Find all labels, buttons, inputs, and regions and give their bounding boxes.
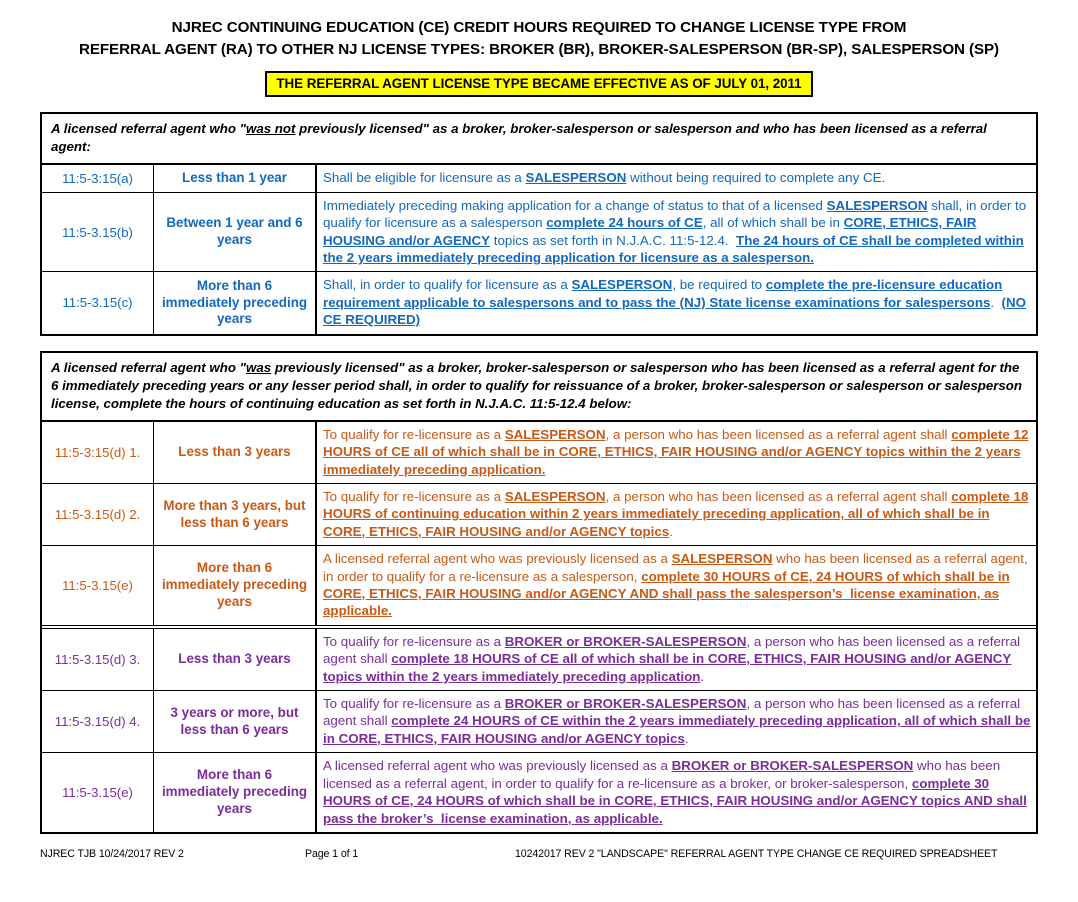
- table-row: [42, 484, 1036, 546]
- table-1-header: A licensed referral agent who "was not previously licensed" as a broker, broker-salesperson or salesperson and who has been licensed as a referral agent:: [42, 114, 1036, 165]
- table-row: [42, 629, 1036, 691]
- duration-cell: Less than 3 years: [154, 422, 317, 483]
- title-line-2: REFERRAL AGENT (RA) TO OTHER NJ LICENSE TYPES: BROKER (BR), BROKER-SALESPERSON (BR-SP), SALESPERSON (SP): [78, 40, 1000, 58]
- effective-date-banner: THE REFERRAL AGENT LICENSE TYPE BECAME EFFECTIVE AS OF JULY 01, 2011: [265, 71, 812, 97]
- page-title: [0, 0, 1078, 60]
- duration-cell: More than 6 immediately preceding years: [154, 753, 317, 832]
- requirement-cell: To qualify for re-licensure as a BROKER or BROKER-SALESPERSON, a person who has been licensed as a referral agent shall complete 24 HOURS of CE within the 2 years immediately preceding application, all of which shall be in CORE, ETHICS, FAIR HOUSING and/or AGENCY topics.: [323, 696, 1031, 746]
- duration-cell: Between 1 year and 6 years: [154, 193, 317, 272]
- footer-right: 10242017 REV 2 "LANDSCAPE" REFERRAL AGENT TYPE CHANGE CE REQUIRED SPREADSHEET: [515, 847, 998, 860]
- table-row: [42, 691, 1036, 753]
- table-row: [42, 422, 1036, 484]
- effective-date-banner-wrap: [0, 71, 1078, 97]
- requirement-cell: Shall be eligible for licensure as a SALESPERSON without being required to complete any CE.: [323, 170, 886, 186]
- footer-left: NJREC TJB 10/24/2017 REV 2: [40, 847, 184, 860]
- table-row: [42, 165, 1036, 192]
- requirement-cell: A licensed referral agent who was previously licensed as a SALESPERSON who has been licensed as a referral agent, in order to qualify for a re-licensure as a salesperson, complete 30 HOURS of CE, 24 HOURS of which shall be in CORE, ETHICS, FAIR HOUSING and/or AGENCY AND shall pass the salesperson’s license examination, as applicable.: [323, 551, 1028, 619]
- rule-code-cell: 11:5-3.15(d) 2.: [42, 484, 154, 545]
- spacer-above-table-1: [0, 97, 1078, 112]
- table-1-rows: [42, 165, 1036, 333]
- table-row: [42, 546, 1036, 629]
- rule-code-cell: 11:5-3.15(e): [42, 546, 154, 625]
- duration-cell: Less than 3 years: [154, 629, 317, 690]
- table-not-previously-licensed: [40, 112, 1038, 335]
- requirement-cell: A licensed referral agent who was previously licensed as a BROKER or BROKER-SALESPERSON who has been licensed as a referral agent, in order to qualify for a re-licensure as a broker, or broker-salesperson, complete 30 HOURS of CE, 24 HOURS of which shall be in CORE, ETHICS, FAIR HOUSING and/or AGENCY topics AND shall pass the broker’s license examination, as applicable.: [323, 758, 1027, 826]
- rule-code-cell: 11:5-3:15(d) 1.: [42, 422, 154, 483]
- table-row: [42, 193, 1036, 273]
- footer-page-number: Page 1 of 1: [305, 847, 359, 860]
- duration-cell: More than 3 years, but less than 6 years: [154, 484, 317, 545]
- rule-code-cell: 11:5-3.15(b): [42, 193, 154, 272]
- spacer-between-tables: [0, 336, 1078, 351]
- duration-cell: More than 6 immediately preceding years: [154, 546, 317, 625]
- requirement-cell: Shall, in order to qualify for licensure as a SALESPERSON, be required to complete the pre-licensure education requirement applicable to salespersons and to pass the (NJ) State license examinations for salespersons. (NO CE REQUIRED): [323, 277, 1027, 328]
- requirement-cell: To qualify for re-licensure as a SALESPERSON, a person who has been licensed as a referral agent shall complete 12 HOURS of CE all of which shall be in CORE, ETHICS, FAIR HOUSING and/or AGENCY topics within the 2 years immediately preceding application.: [323, 426, 1029, 477]
- title-line-1: NJREC CONTINUING EDUCATION (CE) CREDIT HOURS REQUIRED TO CHANGE LICENSE TYPE FROM: [171, 19, 907, 36]
- requirement-cell: To qualify for re-licensure as a BROKER or BROKER-SALESPERSON, a person who has been licensed as a referral agent shall complete 18 HOURS of CE all of which shall be in CORE, ETHICS, FAIR HOUSING and/or AGENCY topics within the 2 years immediately preceding application.: [323, 633, 1021, 684]
- rule-code-cell: 11:5-3.15(d) 4.: [42, 691, 154, 752]
- duration-cell: Less than 1 year: [154, 165, 317, 191]
- table-2-header: A licensed referral agent who "was previously licensed" as a broker, broker-salesperson or salesperson who has been licensed as a referral agent for the 6 immediately preceding years or any lesser period shall, in order to qualify for reissuance of a broker, broker-salesperson or salesperson or salesperson license, complete the hours of continuing education as set forth in N.J.A.C. 11:5-12.4 below:: [42, 353, 1036, 422]
- table-previously-licensed: [40, 351, 1038, 834]
- duration-cell: More than 6 immediately preceding years: [154, 272, 317, 333]
- table-row: [42, 272, 1036, 333]
- requirement-cell: To qualify for re-licensure as a SALESPERSON, a person who has been licensed as a referral agent shall complete 18 HOURS of continuing education within 2 years immediately preceding application, all of which shall be in CORE, ETHICS, FAIR HOUSING and/or AGENCY topics.: [323, 489, 1029, 539]
- page-footer: [40, 848, 1038, 860]
- table-2-rows: [42, 422, 1036, 832]
- rule-code-cell: 11:5-3.15(e): [42, 753, 154, 832]
- requirement-cell: Immediately preceding making application for a change of status to that of a licensed SALESPERSON shall, in order to qualify for licensure as a salesperson complete 24 hours of CE, all of which shall be in CORE, ETHICS, FAIR HOUSING and/or AGENCY topics as set forth in N.J.A.C. 11:5-12.4. The 24 hours of CE shall be completed within the 2 years immediately preceding application for licensure as a salesperson.: [323, 197, 1027, 265]
- rule-code-cell: 11:5-3:15(a): [42, 165, 154, 191]
- rule-code-cell: 11:5-3.15(d) 3.: [42, 629, 154, 690]
- rule-code-cell: 11:5-3.15(c): [42, 272, 154, 333]
- table-row: [42, 753, 1036, 832]
- duration-cell: 3 years or more, but less than 6 years: [154, 691, 317, 752]
